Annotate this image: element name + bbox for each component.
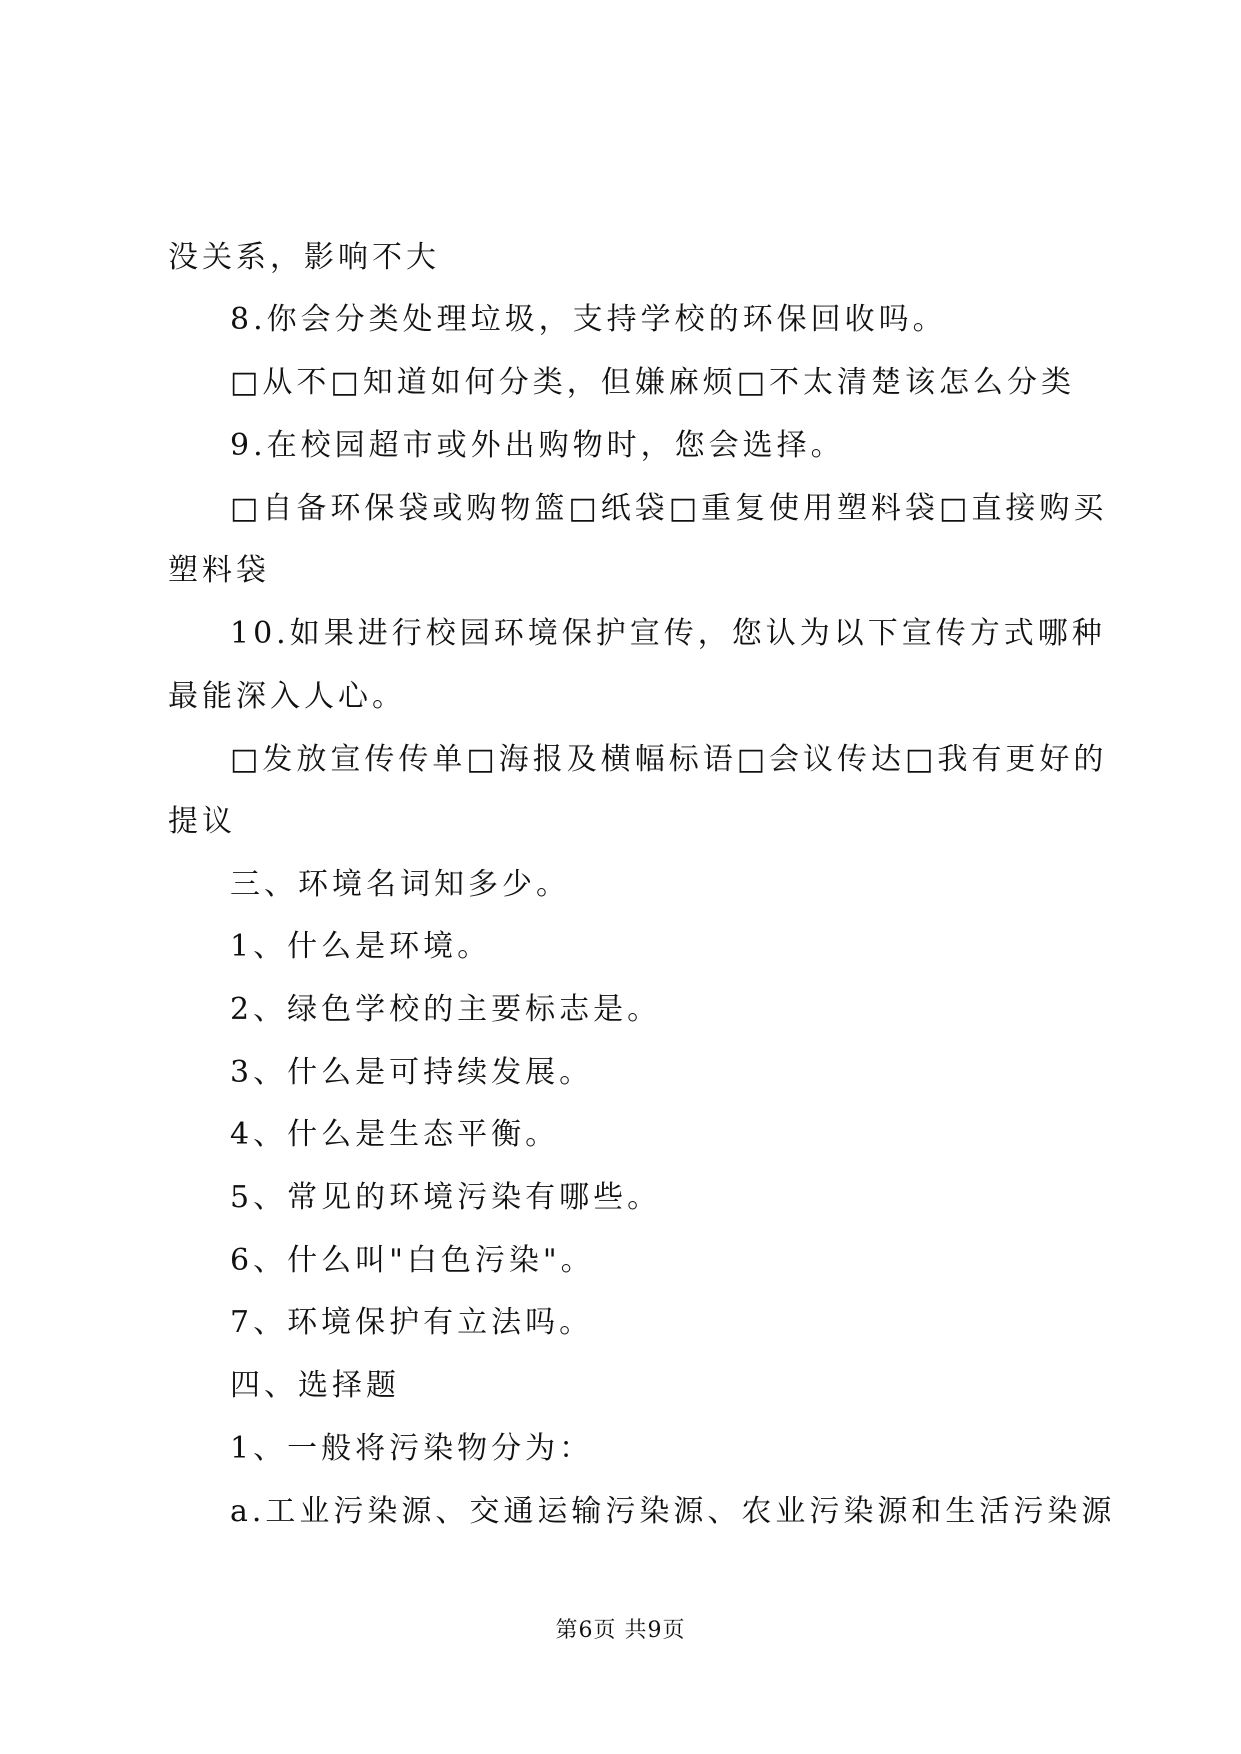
question-10-options: □发放宣传传单□海报及横幅标语□会议传达□我有更好的 bbox=[230, 742, 1108, 777]
question-10-cont: 最能深入人心。 bbox=[168, 679, 406, 714]
question-9: 9.在校园超市或外出购物时，您会选择。 bbox=[230, 428, 845, 463]
question-8-options: □从不□知道如何分类，但嫌麻烦□不太清楚该怎么分类 bbox=[230, 365, 1076, 400]
section-3-item-1: 1、什么是环境。 bbox=[230, 929, 492, 964]
section-4-option-a: a.工业污染源、交通运输污染源、农业污染源和生活污染源 bbox=[230, 1494, 1116, 1529]
question-10-options-cont: 提议 bbox=[168, 804, 236, 839]
section-4-heading: 四、选择题 bbox=[230, 1368, 400, 1403]
section-3-item-7: 7、环境保护有立法吗。 bbox=[230, 1305, 594, 1340]
section-3-item-4: 4、什么是生态平衡。 bbox=[230, 1117, 560, 1152]
section-3-item-2: 2、绿色学校的主要标志是。 bbox=[230, 992, 662, 1027]
text-line-continuation: 没关系，影响不大 bbox=[168, 240, 440, 275]
page-number-footer: 第6页 共9页 bbox=[555, 1618, 686, 1643]
question-9-options: □自备环保袋或购物篮□纸袋□重复使用塑料袋□直接购买 bbox=[230, 491, 1108, 526]
section-3-item-6: 6、什么叫"白色污染"。 bbox=[230, 1243, 595, 1278]
question-10: 10.如果进行校园环境保护宣传，您认为以下宣传方式哪种 bbox=[230, 616, 1106, 651]
question-9-options-cont: 塑料袋 bbox=[168, 553, 270, 588]
section-3-heading: 三、环境名词知多少。 bbox=[230, 867, 570, 902]
section-3-item-3: 3、什么是可持续发展。 bbox=[230, 1055, 594, 1090]
section-3-item-5: 5、常见的环境污染有哪些。 bbox=[230, 1180, 662, 1215]
question-8: 8.你会分类处理垃圾，支持学校的环保回收吗。 bbox=[230, 302, 947, 337]
section-4-question-1: 1、一般将污染物分为： bbox=[230, 1431, 594, 1466]
